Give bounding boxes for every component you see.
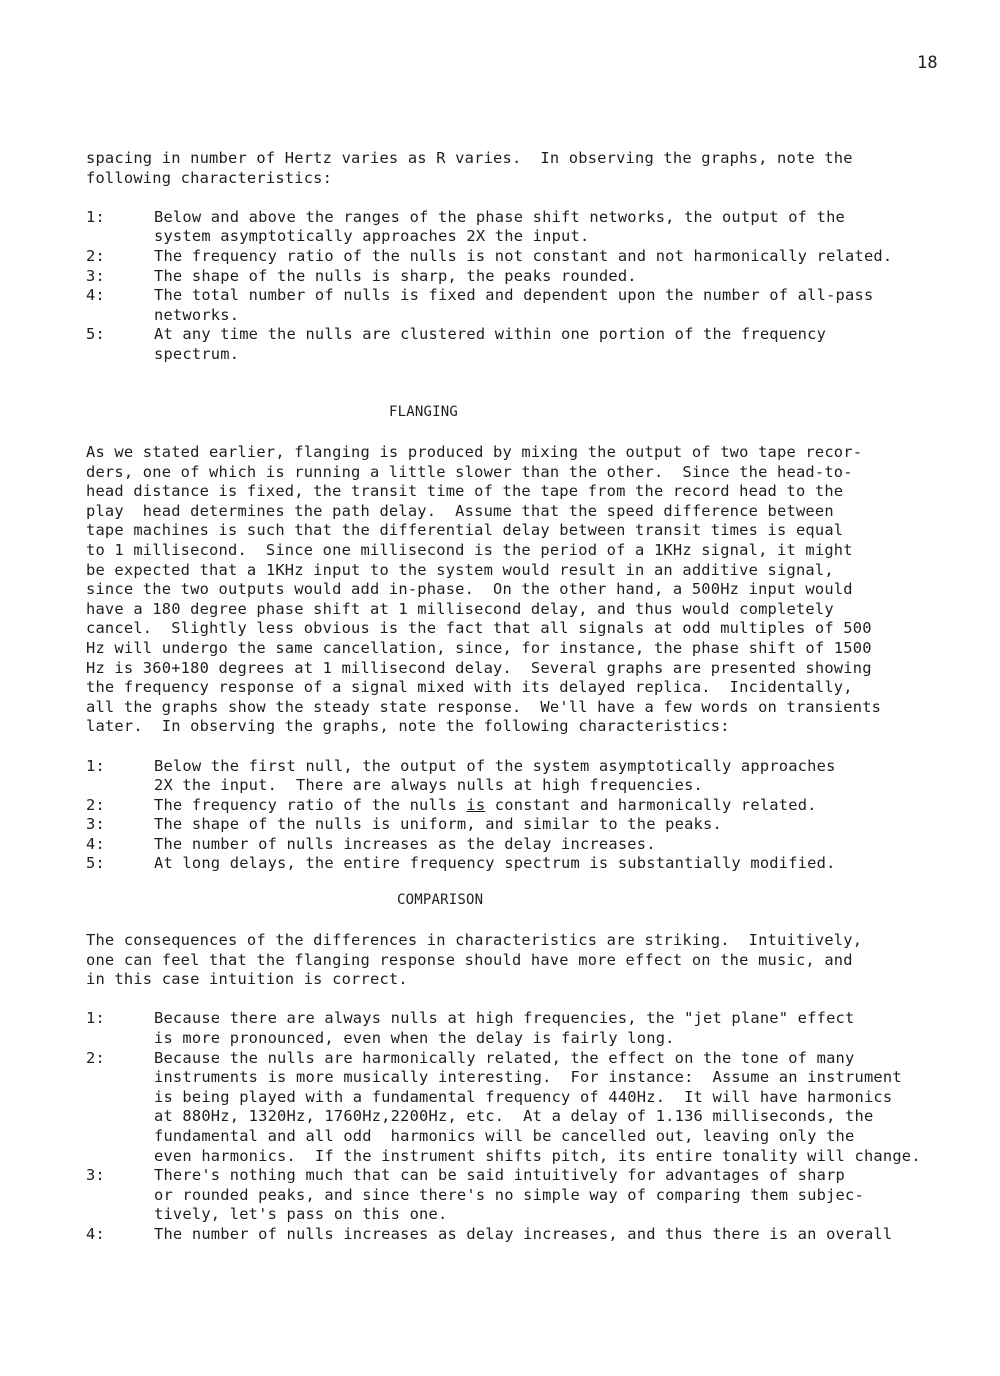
- list-number: 5:: [86, 854, 105, 873]
- text-line: following characteristics:: [86, 168, 333, 187]
- list-text: is being played with a fundamental frequency of 440Hz. It will have harmonics: [154, 1087, 893, 1106]
- list-number: 3:: [86, 266, 105, 285]
- list-number: 1:: [86, 756, 105, 775]
- list-text: spectrum.: [154, 344, 240, 363]
- flanging-section: [86, 443, 956, 874]
- list-text: tively, let's pass on this one.: [154, 1205, 448, 1224]
- text-line: tape machines is such that the differential delay between transit times is equal: [86, 521, 844, 540]
- text-line: Hz is 360+180 degrees at 1 millisecond delay. Several graphs are presented showing: [86, 658, 872, 677]
- list-text: Below and above the ranges of the phase shift networks, the output of the: [154, 207, 846, 226]
- underlined-word: is: [466, 795, 486, 814]
- list-item: [86, 247, 956, 267]
- list-number: 3:: [86, 815, 105, 834]
- list-item: [86, 757, 956, 796]
- list-item: [86, 835, 956, 855]
- text-span: The frequency ratio of the nulls: [154, 795, 467, 814]
- list-text: system asymptotically approaches 2X the input.: [154, 227, 590, 246]
- intro-section: [86, 149, 956, 365]
- list-text: There's nothing much that can be said intuitively for advantages of sharp: [154, 1166, 846, 1185]
- list-number: 1:: [86, 1009, 105, 1028]
- list-number: 4:: [86, 286, 105, 305]
- list-text: instruments is more musically interesting. For instance: Assume an instrument: [154, 1068, 902, 1087]
- text-line: head distance is fixed, the transit time of the tape from the record head to the: [86, 482, 844, 501]
- list-number: 4:: [86, 834, 105, 853]
- list-item: [86, 286, 956, 325]
- list-item: [86, 267, 956, 287]
- text-line: have a 180 degree phase shift at 1 millisecond delay, and thus would completely: [86, 599, 834, 618]
- list-item: [86, 1009, 956, 1048]
- list-item: [86, 325, 956, 364]
- list-number: 3:: [86, 1166, 105, 1185]
- text-line: spacing in number of Hertz varies as R varies. In observing the graphs, note the: [86, 149, 853, 167]
- list-number: 2:: [86, 795, 105, 814]
- page-number: 18: [917, 53, 938, 73]
- list-number: 2:: [86, 1048, 105, 1067]
- list-text: fundamental and all odd harmonics will be cancelled out, leaving only the: [154, 1126, 855, 1145]
- list-text: The frequency ratio of the nulls is not constant and not harmonically related.: [154, 246, 893, 265]
- text-line: As we stated earlier, flanging is produced by mixing the output of two tape recor-: [86, 443, 863, 461]
- text-line: ders, one of which is running a little slower than the other. Since the head-to-: [86, 462, 853, 481]
- text-line: The consequences of the differences in characteristics are striking. Intuitively,: [86, 931, 863, 949]
- list-text: The shape of the nulls is sharp, the peaks rounded.: [154, 266, 637, 285]
- list-text: The number of nulls increases as the delay increases.: [154, 834, 656, 853]
- text-line: in this case intuition is correct.: [86, 970, 408, 989]
- text-line: since the two outputs would add in-phase. On the other hand, a 500Hz input would: [86, 580, 853, 599]
- list-text: The total number of nulls is fixed and dependent upon the number of all-pass: [154, 286, 874, 305]
- list-number: 4:: [86, 1224, 105, 1243]
- list-text: The number of nulls increases as delay increases, and thus there is an overall: [154, 1224, 893, 1243]
- list-text: Because the nulls are harmonically related, the effect on the tone of many: [154, 1048, 855, 1067]
- list-number: 1:: [86, 207, 105, 226]
- text-line: later. In observing the graphs, note the following characteristics:: [86, 717, 730, 736]
- list-item: [86, 796, 956, 816]
- comparison-section: [86, 931, 956, 1245]
- section-heading-flanging: FLANGING: [389, 404, 459, 420]
- list-text: At any time the nulls are clustered within one portion of the frequency: [154, 325, 827, 344]
- text-line: to 1 millisecond. Since one millisecond is the period of a 1KHz signal, it might: [86, 540, 853, 559]
- list-text: Below the first null, the output of the system asymptotically approaches: [154, 756, 836, 775]
- list-text: [154, 796, 956, 816]
- list-text: even harmonics. If the instrument shifts pitch, its entire tonality will change.: [154, 1146, 921, 1165]
- list-text: or rounded peaks, and since there's no simple way of comparing them subjec-: [154, 1185, 864, 1204]
- text-line: play head determines the path delay. Assume that the speed difference between: [86, 501, 834, 520]
- list-text: networks.: [154, 305, 240, 324]
- list-text: The shape of the nulls is uniform, and similar to the peaks.: [154, 815, 722, 834]
- text-line: be expected that a 1KHz input to the system would result in an additive signal,: [86, 560, 834, 579]
- list-item: [86, 815, 956, 835]
- text-line: one can feel that the flanging response should have more effect on the music, and: [86, 950, 853, 969]
- list-number: 2:: [86, 246, 105, 265]
- list-item: [86, 1049, 956, 1167]
- list-text: At long delays, the entire frequency spectrum is substantially modified.: [154, 854, 836, 873]
- list-item: [86, 1225, 956, 1245]
- list-item: [86, 208, 956, 247]
- list-text: Because there are always nulls at high frequencies, the "jet plane" effect: [154, 1009, 855, 1028]
- list-number: 5:: [86, 325, 105, 344]
- list-item: [86, 854, 956, 874]
- text-line: the frequency response of a signal mixed with its delayed replica. Incidentally,: [86, 678, 853, 697]
- text-span: constant and harmonically related.: [485, 795, 817, 814]
- list-text: is more pronounced, even when the delay is fairly long.: [154, 1028, 675, 1047]
- list-item: [86, 1166, 956, 1225]
- list-text: at 880Hz, 1320Hz, 1760Hz,2200Hz, etc. At a delay of 1.136 milliseconds, the: [154, 1107, 874, 1126]
- text-line: Hz will undergo the same cancellation, since, for instance, the phase shift of 1500: [86, 638, 872, 657]
- text-line: cancel. Slightly less obvious is the fact that all signals at odd multiples of 500: [86, 619, 872, 638]
- text-line: all the graphs show the steady state response. We'll have a few words on transients: [86, 697, 882, 716]
- list-text: 2X the input. There are always nulls at high frequencies.: [154, 776, 704, 795]
- section-heading-comparison: COMPARISON: [397, 892, 484, 908]
